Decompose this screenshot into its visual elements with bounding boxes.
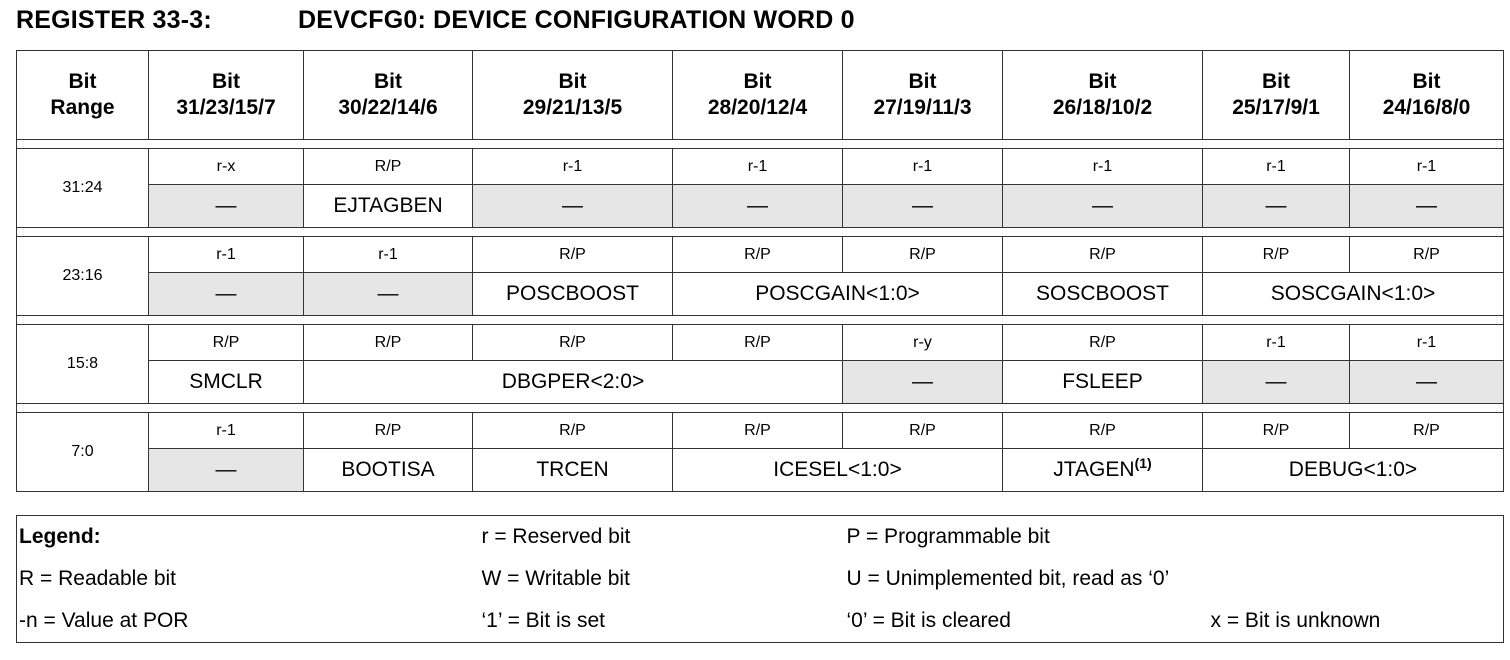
access-cell: r-1 [149,237,304,273]
unimplemented-field-cell [673,185,843,228]
legend-item: U = Unimplemented bit, read as ‘0’ [846,567,1170,590]
field-label: SOSCGAIN<1:0> [1270,282,1436,305]
access-cell: R/P [1003,237,1203,273]
access-cell: R/P [673,413,843,449]
field-cell [1003,273,1203,316]
field-label: — [1092,194,1113,217]
access-cell: R/P [843,237,1003,273]
access-cell: R/P [473,413,673,449]
unimplemented-field-cell [149,273,304,316]
header-spacer [17,140,1504,149]
row-spacer [17,316,1504,325]
field-row [17,185,1504,228]
access-cell: R/P [673,237,843,273]
register-title [16,6,855,35]
legend-row [17,516,1504,559]
access-cell: R/P [304,413,473,449]
field-label: TRCEN [536,458,609,481]
unimplemented-field-cell [843,361,1003,404]
register-table [16,50,1504,492]
access-cell: R/P [1203,237,1350,273]
access-cell: r-1 [473,149,673,185]
field-cell [304,361,843,404]
unimplemented-field-cell [843,185,1003,228]
header-bit-col: Bit 31/23/15/7 [149,51,304,140]
access-cell: r-1 [304,237,473,273]
field-cell [1003,449,1203,492]
unimplemented-field-cell [1003,185,1203,228]
legend-box [16,515,1504,643]
access-cell: r-y [843,325,1003,361]
access-cell: R/P [1350,413,1504,449]
legend-item: ‘0’ = Bit is cleared [846,609,1011,632]
bit-range-cell: 15:8 [17,325,149,404]
field-label: — [912,194,933,217]
access-cell: R/P [1350,237,1504,273]
register-name: DEVCFG0: DEVICE CONFIGURATION WORD 0 [298,6,855,34]
access-cell: r-1 [843,149,1003,185]
unimplemented-field-cell [1203,361,1350,404]
access-cell: r-1 [1350,325,1504,361]
header-bit-col: Bit 27/19/11/3 [843,51,1003,140]
unimplemented-field-cell [149,449,304,492]
bit-range-cell: 7:0 [17,413,149,492]
field-cell [304,185,473,228]
header-bit-range: Bit Range [17,51,149,140]
legend-item: x = Bit is unknown [1210,609,1381,632]
header-bit-col: Bit 24/16/8/0 [1350,51,1504,140]
access-cell: R/P [1003,413,1203,449]
unimplemented-field-cell [1350,361,1504,404]
field-cell [304,449,473,492]
access-cell: r-1 [149,413,304,449]
legend-item [1209,516,1504,559]
field-cell [473,449,673,492]
access-cell: R/P [843,413,1003,449]
field-cell [673,449,1003,492]
field-label: — [912,370,933,393]
field-label: — [562,194,583,217]
unimplemented-field-cell [473,185,673,228]
field-label: ICESEL<1:0> [773,458,902,481]
field-label: FSLEEP [1062,370,1143,393]
field-cell [1203,449,1504,492]
header-bit-col: Bit 29/21/13/5 [473,51,673,140]
field-label: SOSCBOOST [1035,282,1170,305]
access-row [17,149,1504,185]
access-cell: R/P [149,325,304,361]
field-cell [149,361,304,404]
legend-item: R = Readable bit [19,567,177,590]
field-label: — [1416,194,1437,217]
access-cell: R/P [473,325,673,361]
access-cell: R/P [304,149,473,185]
unimplemented-field-cell [304,273,473,316]
field-cell [673,273,1003,316]
access-row [17,325,1504,361]
legend-item: r = Reserved bit [481,525,631,548]
access-cell: R/P [1003,325,1203,361]
access-row [17,413,1504,449]
access-cell: R/P [473,237,673,273]
field-label: DEBUG<1:0> [1288,458,1418,481]
access-cell: r-x [149,149,304,185]
field-label: JTAGEN [1053,458,1135,481]
field-label: DBGPER<2:0> [501,370,645,393]
field-label: — [215,194,237,217]
field-cell [1003,361,1203,404]
field-label: BOOTISA [341,458,435,481]
bit-range-cell: 31:24 [17,149,149,228]
unimplemented-field-cell [149,185,304,228]
legend-item: -n = Value at POR [19,609,189,632]
row-spacer [17,228,1504,237]
header-bit-col: Bit 28/20/12/4 [673,51,843,140]
field-label: EJTAGBEN [333,194,443,217]
access-cell: R/P [1203,413,1350,449]
field-label: — [215,282,237,305]
header-row [17,51,1504,140]
header-bit-col: Bit 26/18/10/2 [1003,51,1203,140]
legend-item: P = Programmable bit [846,525,1050,548]
access-row [17,237,1504,273]
row-spacer [17,404,1504,413]
legend-row [17,558,1504,600]
access-cell: r-1 [1203,325,1350,361]
bit-range-cell: 23:16 [17,237,149,316]
field-label: POSCBOOST [505,282,640,305]
access-cell: R/P [673,325,843,361]
access-cell: r-1 [1203,149,1350,185]
footnote-marker: (1) [1134,455,1152,471]
unimplemented-field-cell [1203,185,1350,228]
legend-item: ‘1’ = Bit is set [481,609,606,632]
field-row [17,449,1504,492]
field-label: — [747,194,768,217]
field-label: POSCGAIN<1:0> [755,282,920,305]
field-row [17,273,1504,316]
access-cell: r-1 [1003,149,1203,185]
legend-item [1209,558,1504,600]
field-label: — [1265,194,1287,217]
legend-heading: Legend: [19,525,101,548]
legend-row [17,600,1504,643]
legend-item: W = Writable bit [481,567,630,590]
access-cell: R/P [304,325,473,361]
access-cell: r-1 [1350,149,1504,185]
header-bit-col: Bit 25/17/9/1 [1203,51,1350,140]
field-row [17,361,1504,404]
field-cell [1203,273,1504,316]
field-label: — [215,458,237,481]
field-label: — [1416,370,1437,393]
unimplemented-field-cell [1350,185,1504,228]
field-label: — [1265,370,1287,393]
field-label: SMCLR [189,370,263,393]
access-cell: r-1 [673,149,843,185]
register-code: REGISTER 33-3: [16,6,212,34]
field-label: — [377,282,399,305]
field-cell [473,273,673,316]
header-bit-col: Bit 30/22/14/6 [304,51,473,140]
